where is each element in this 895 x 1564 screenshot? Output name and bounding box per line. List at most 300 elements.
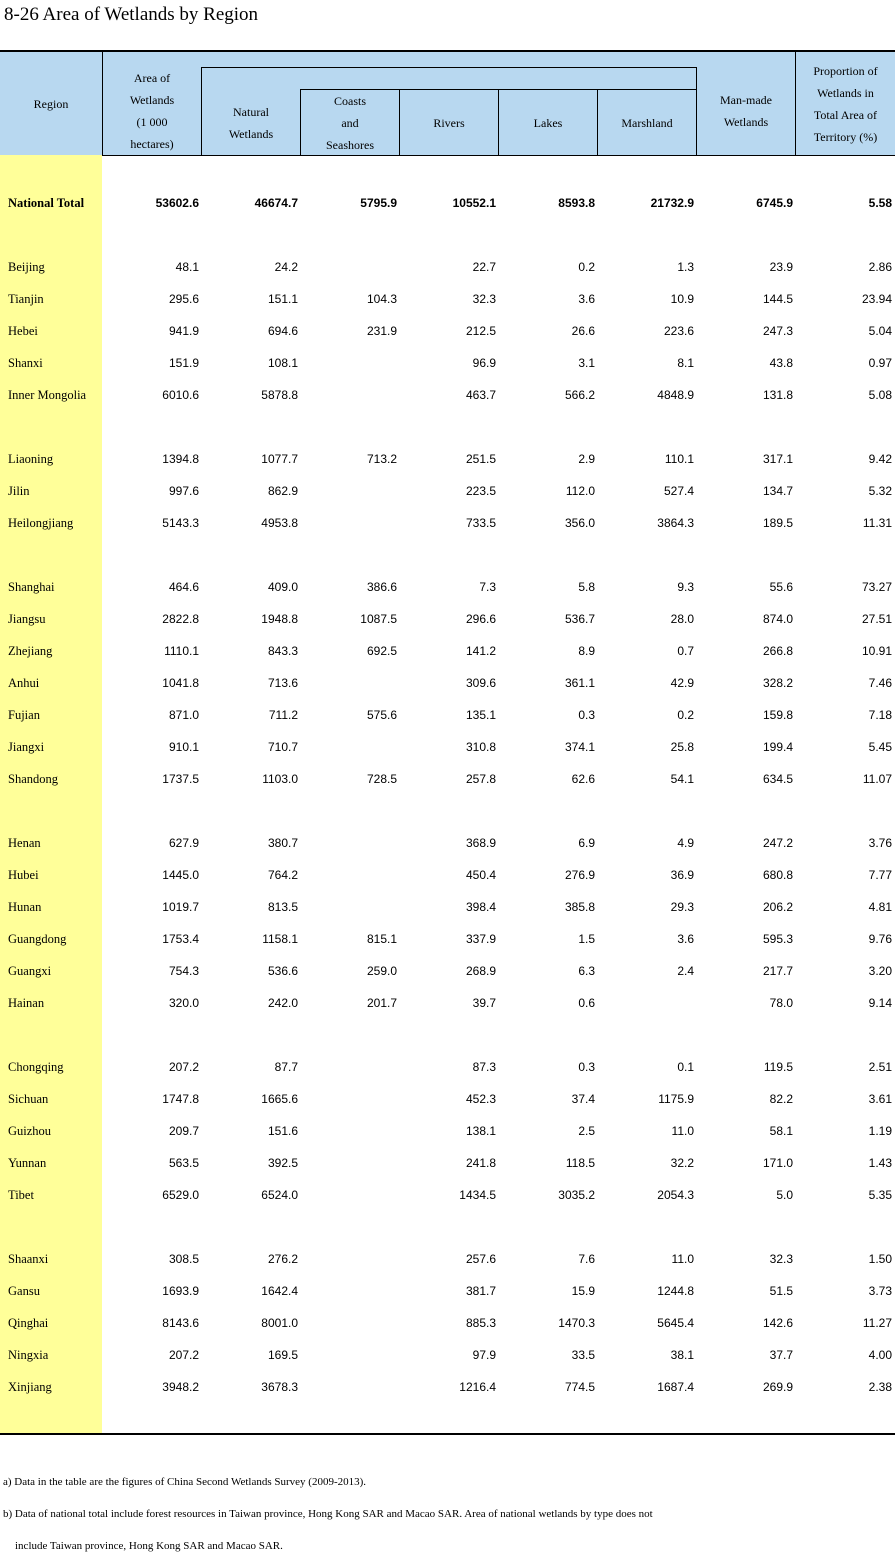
cell-natural: 713.6 <box>267 676 298 690</box>
cell-marsh: 4.9 <box>677 836 694 850</box>
cell-marsh: 0.1 <box>677 1060 694 1074</box>
table-row <box>0 1152 895 1174</box>
cell-natural: 5878.8 <box>261 388 298 402</box>
cell-manmade: 32.3 <box>769 1252 793 1266</box>
header-coasts-line: Seashores <box>326 137 374 152</box>
table-row <box>0 1184 895 1206</box>
cell-marsh: 38.1 <box>670 1348 694 1362</box>
cell-manmade: 634.5 <box>762 772 793 786</box>
cell-rivers: 87.3 <box>472 1060 496 1074</box>
table-row <box>0 960 895 982</box>
cell-lakes: 0.6 <box>578 996 595 1010</box>
cell-lakes: 6.9 <box>578 836 595 850</box>
cell-rivers: 135.1 <box>465 708 496 722</box>
cell-area: 1737.5 <box>162 772 199 786</box>
cell-marsh: 527.4 <box>663 484 694 498</box>
cell-marsh: 8.1 <box>677 356 694 370</box>
cell-prop: 7.18 <box>868 708 892 722</box>
cell-area: 627.9 <box>168 836 199 850</box>
region-name: Tibet <box>8 1188 34 1202</box>
header-natural-line: Natural <box>233 104 269 119</box>
cell-marsh: 2.4 <box>677 964 694 978</box>
region-name: Guizhou <box>8 1124 52 1138</box>
cell-manmade: 171.0 <box>762 1156 793 1170</box>
cell-prop: 27.51 <box>861 612 892 626</box>
header-lakes-label: Lakes <box>533 115 563 130</box>
header-manmade <box>697 67 795 155</box>
header-area-line: (1 000 <box>136 115 168 129</box>
cell-natural: 169.5 <box>267 1348 298 1362</box>
cell-manmade: 217.7 <box>762 964 793 978</box>
cell-natural: 87.7 <box>274 1060 298 1074</box>
cell-prop: 4.00 <box>868 1348 892 1362</box>
cell-natural: 6524.0 <box>261 1188 298 1202</box>
cell-area: 563.5 <box>168 1156 199 1170</box>
table-row <box>0 256 895 278</box>
cell-natural: 1103.0 <box>262 772 298 786</box>
cell-natural: 151.1 <box>267 292 298 306</box>
cell-manmade: 189.5 <box>762 516 793 530</box>
header-area <box>103 67 201 155</box>
table-row <box>0 1248 895 1270</box>
cell-natural: 862.9 <box>267 484 298 498</box>
cell-lakes: 26.6 <box>571 324 595 338</box>
cell-rivers: 251.5 <box>465 452 496 466</box>
cell-prop: 3.73 <box>868 1284 892 1298</box>
table-row <box>0 192 895 214</box>
region-name: Tianjin <box>8 292 44 306</box>
region-name: Hunan <box>8 900 42 914</box>
cell-rivers: 268.9 <box>465 964 496 978</box>
cell-prop: 1.50 <box>868 1252 892 1266</box>
table-row <box>0 384 895 406</box>
cell-natural: 3678.3 <box>261 1380 298 1394</box>
cell-area: 1753.4 <box>162 932 199 946</box>
cell-coasts: 201.7 <box>366 996 397 1010</box>
cell-lakes: 5.8 <box>578 580 595 594</box>
cell-natural: 711.2 <box>268 708 298 722</box>
table-row <box>0 672 895 694</box>
cell-prop: 5.32 <box>868 484 892 498</box>
cell-marsh: 32.2 <box>670 1156 694 1170</box>
cell-lakes: 276.9 <box>564 868 595 882</box>
cell-marsh: 223.6 <box>663 324 694 338</box>
cell-manmade: 199.4 <box>762 740 793 754</box>
table-row <box>0 352 895 374</box>
cell-marsh: 21732.9 <box>650 196 694 210</box>
cell-rivers: 381.7 <box>465 1284 496 1298</box>
cell-manmade: 23.9 <box>769 260 793 274</box>
cell-area: 151.9 <box>168 356 199 370</box>
header-marshland-label: Marshland <box>621 115 673 130</box>
cell-area: 1394.8 <box>162 452 199 466</box>
cell-marsh: 1687.4 <box>657 1380 694 1394</box>
cell-natural: 1948.8 <box>261 612 298 626</box>
cell-lakes: 1.5 <box>578 932 595 946</box>
region-name: Xinjiang <box>8 1380 52 1394</box>
header-proportion-line: Total Area of <box>813 107 878 122</box>
cell-coasts: 386.6 <box>366 580 397 594</box>
cell-natural: 8001.0 <box>261 1316 298 1330</box>
table-row <box>0 1376 895 1398</box>
cell-prop: 5.35 <box>868 1188 892 1202</box>
cell-lakes: 774.5 <box>564 1380 595 1394</box>
table-row <box>0 576 895 598</box>
cell-manmade: 266.8 <box>762 644 793 658</box>
cell-lakes: 37.4 <box>571 1092 595 1106</box>
cell-prop: 3.61 <box>868 1092 892 1106</box>
cell-natural: 24.2 <box>274 260 298 274</box>
cell-prop: 10.91 <box>861 644 892 658</box>
table-bottom-rule <box>0 1433 895 1435</box>
cell-area: 6529.0 <box>162 1188 199 1202</box>
cell-prop: 9.14 <box>868 996 892 1010</box>
region-name: Shandong <box>8 772 58 786</box>
cell-manmade: 595.3 <box>762 932 793 946</box>
footnote-b: b) Data of national total include forest resources in Taiwan province, Hong Kong SAR and Macao SAR. Area of national wetlands by type does not <box>3 1508 653 1520</box>
cell-area: 5143.3 <box>162 516 199 530</box>
cell-manmade: 58.1 <box>769 1124 793 1138</box>
cell-marsh: 110.1 <box>664 452 694 466</box>
cell-natural: 536.6 <box>267 964 298 978</box>
cell-lakes: 0.3 <box>578 1060 595 1074</box>
header-region <box>0 52 102 155</box>
page-title: 8-26 Area of Wetlands by Region <box>4 4 259 25</box>
cell-lakes: 6.3 <box>578 964 595 978</box>
table-row <box>0 480 895 502</box>
cell-rivers: 223.5 <box>465 484 496 498</box>
cell-natural: 151.6 <box>267 1124 298 1138</box>
cell-manmade: 119.5 <box>763 1060 793 1074</box>
cell-lakes: 0.2 <box>578 260 595 274</box>
region-name: Chongqing <box>8 1060 64 1074</box>
cell-rivers: 7.3 <box>479 580 496 594</box>
cell-rivers: 96.9 <box>472 356 496 370</box>
cell-coasts: 231.9 <box>366 324 397 338</box>
header-group-rule <box>201 67 696 68</box>
cell-area: 308.5 <box>168 1252 199 1266</box>
cell-marsh: 42.9 <box>670 676 694 690</box>
cell-prop: 9.76 <box>868 932 892 946</box>
region-name: Yunnan <box>8 1156 47 1170</box>
header-area-line: Area of <box>133 71 171 85</box>
cell-rivers: 1434.5 <box>459 1188 496 1202</box>
table-row <box>0 1088 895 1110</box>
cell-manmade: 328.2 <box>762 676 793 690</box>
table-row <box>0 288 895 310</box>
cell-area: 997.6 <box>168 484 199 498</box>
cell-prop: 1.19 <box>868 1124 892 1138</box>
cell-prop: 73.27 <box>861 580 892 594</box>
cell-area: 3948.2 <box>162 1380 199 1394</box>
header-manmade-line: Man-made <box>720 93 772 107</box>
cell-natural: 242.0 <box>267 996 298 1010</box>
cell-lakes: 2.5 <box>578 1124 595 1138</box>
cell-marsh: 28.0 <box>670 612 694 626</box>
cell-marsh: 0.2 <box>677 708 694 722</box>
region-name: Jiangsu <box>8 612 46 626</box>
cell-marsh: 0.7 <box>677 644 694 658</box>
cell-lakes: 356.0 <box>564 516 595 530</box>
table-row <box>0 768 895 790</box>
cell-rivers: 97.9 <box>472 1348 496 1362</box>
cell-rivers: 257.8 <box>465 772 496 786</box>
cell-area: 1747.8 <box>162 1092 199 1106</box>
region-name: Anhui <box>8 676 40 690</box>
cell-area: 910.1 <box>168 740 199 754</box>
cell-natural: 108.1 <box>267 356 298 370</box>
cell-prop: 2.38 <box>868 1380 892 1394</box>
cell-lakes: 7.6 <box>578 1252 595 1266</box>
table-row <box>0 992 895 1014</box>
cell-lakes: 3.6 <box>578 292 595 306</box>
table-row <box>0 928 895 950</box>
cell-prop: 9.42 <box>868 452 892 466</box>
cell-area: 320.0 <box>168 996 199 1010</box>
region-name: Hubei <box>8 868 39 882</box>
cell-marsh: 11.0 <box>671 1252 694 1266</box>
region-name: Ningxia <box>8 1348 49 1362</box>
cell-prop: 5.04 <box>868 324 892 338</box>
header-marshland <box>598 90 696 155</box>
cell-prop: 11.31 <box>862 516 892 530</box>
cell-natural: 46674.7 <box>254 196 298 210</box>
region-name: Shanxi <box>8 356 43 370</box>
cell-manmade: 55.6 <box>769 580 793 594</box>
cell-rivers: 257.6 <box>465 1252 496 1266</box>
region-name: Gansu <box>8 1284 40 1298</box>
header-proportion-line: Proportion of <box>813 63 878 78</box>
cell-lakes: 361.1 <box>564 676 595 690</box>
header-lakes <box>499 90 597 155</box>
header-region-label: Region <box>33 96 69 111</box>
cell-rivers: 463.7 <box>465 388 496 402</box>
header-rivers <box>400 90 498 155</box>
cell-natural: 764.2 <box>267 868 298 882</box>
table-row <box>0 864 895 886</box>
cell-manmade: 874.0 <box>762 612 793 626</box>
table-row <box>0 320 895 342</box>
header-proportion-line: Wetlands in <box>817 85 874 100</box>
cell-lakes: 566.2 <box>564 388 595 402</box>
cell-prop: 3.76 <box>868 836 892 850</box>
region-name: Guangdong <box>8 932 67 946</box>
cell-marsh: 2054.3 <box>657 1188 694 1202</box>
table-row <box>0 448 895 470</box>
cell-rivers: 309.6 <box>465 676 496 690</box>
cell-marsh: 29.3 <box>670 900 694 914</box>
region-name: Inner Mongolia <box>8 388 87 402</box>
cell-lakes: 8593.8 <box>558 196 595 210</box>
cell-rivers: 141.2 <box>465 644 496 658</box>
header-proportion <box>796 52 895 155</box>
cell-manmade: 51.5 <box>769 1284 793 1298</box>
header-natural-line: Wetlands <box>228 126 274 141</box>
region-column-background <box>0 155 102 1433</box>
cell-marsh: 54.1 <box>670 772 694 786</box>
header-natural <box>202 90 300 155</box>
region-name: National Total <box>8 196 85 210</box>
cell-marsh: 3.6 <box>677 932 694 946</box>
cell-coasts: 713.2 <box>366 452 397 466</box>
cell-manmade: 247.2 <box>762 836 793 850</box>
cell-coasts: 815.1 <box>366 932 397 946</box>
cell-rivers: 1216.4 <box>459 1380 496 1394</box>
cell-prop: 4.81 <box>868 900 892 914</box>
cell-area: 53602.6 <box>155 196 199 210</box>
cell-rivers: 310.8 <box>465 740 496 754</box>
cell-coasts: 104.3 <box>366 292 397 306</box>
cell-prop: 5.08 <box>868 388 892 402</box>
cell-area: 207.2 <box>168 1060 199 1074</box>
region-name: Hebei <box>8 324 38 338</box>
cell-prop: 5.45 <box>868 740 892 754</box>
cell-prop: 2.86 <box>868 260 892 274</box>
cell-lakes: 0.3 <box>578 708 595 722</box>
table-row <box>0 1312 895 1334</box>
cell-area: 941.9 <box>168 324 199 338</box>
cell-manmade: 317.1 <box>762 452 793 466</box>
region-name: Beijing <box>8 260 45 274</box>
table-row <box>0 1056 895 1078</box>
cell-lakes: 536.7 <box>564 612 595 626</box>
cell-natural: 1642.4 <box>261 1284 298 1298</box>
cell-prop: 0.97 <box>868 356 892 370</box>
region-name: Liaoning <box>8 452 54 466</box>
cell-prop: 11.27 <box>862 1316 892 1330</box>
region-name: Heilongjiang <box>8 516 74 530</box>
cell-area: 464.6 <box>168 580 199 594</box>
cell-area: 295.6 <box>168 292 199 306</box>
cell-natural: 1665.6 <box>261 1092 298 1106</box>
table-row <box>0 736 895 758</box>
cell-lakes: 15.9 <box>571 1284 595 1298</box>
cell-coasts: 575.6 <box>366 708 397 722</box>
cell-marsh: 5645.4 <box>657 1316 694 1330</box>
cell-manmade: 131.8 <box>762 388 793 402</box>
cell-marsh: 9.3 <box>677 580 694 594</box>
cell-manmade: 144.5 <box>762 292 793 306</box>
table-row <box>0 1120 895 1142</box>
region-name: Fujian <box>8 708 40 722</box>
cell-coasts: 692.5 <box>366 644 397 658</box>
cell-area: 871.0 <box>168 708 199 722</box>
cell-natural: 710.7 <box>267 740 298 754</box>
cell-prop: 5.58 <box>868 196 892 210</box>
cell-prop: 11.07 <box>862 772 892 786</box>
table-row <box>0 1344 895 1366</box>
cell-area: 1445.0 <box>162 868 199 882</box>
cell-lakes: 112.0 <box>565 484 595 498</box>
cell-area: 1019.7 <box>162 900 199 914</box>
cell-marsh: 25.8 <box>670 740 694 754</box>
cell-lakes: 3035.2 <box>558 1188 595 1202</box>
cell-manmade: 680.8 <box>762 868 793 882</box>
cell-prop: 2.51 <box>868 1060 892 1074</box>
cell-rivers: 337.9 <box>465 932 496 946</box>
cell-natural: 813.5 <box>267 900 298 914</box>
cell-natural: 4953.8 <box>261 516 298 530</box>
cell-rivers: 885.3 <box>465 1316 496 1330</box>
cell-prop: 7.77 <box>868 868 892 882</box>
cell-manmade: 206.2 <box>762 900 793 914</box>
cell-natural: 843.3 <box>267 644 298 658</box>
cell-rivers: 733.5 <box>465 516 496 530</box>
table-row <box>0 896 895 918</box>
cell-rivers: 398.4 <box>465 900 496 914</box>
cell-manmade: 78.0 <box>769 996 793 1010</box>
region-name: Zhejiang <box>8 644 53 658</box>
header-coasts-line: Coasts <box>333 93 366 108</box>
header-rivers-label: Rivers <box>433 115 465 130</box>
cell-rivers: 296.6 <box>465 612 496 626</box>
table-row <box>0 1280 895 1302</box>
header-proportion-line: Territory (%) <box>813 129 878 144</box>
header-bottom-rule <box>0 155 895 156</box>
cell-area: 8143.6 <box>162 1316 199 1330</box>
header-top-rule <box>0 50 895 52</box>
cell-area: 48.1 <box>175 260 199 274</box>
region-name: Hainan <box>8 996 45 1010</box>
cell-lakes: 3.1 <box>578 356 595 370</box>
cell-prop: 3.20 <box>868 964 892 978</box>
cell-marsh: 3864.3 <box>657 516 694 530</box>
header-coasts <box>301 90 399 155</box>
cell-marsh: 36.9 <box>670 868 694 882</box>
cell-manmade: 142.6 <box>762 1316 793 1330</box>
table-row <box>0 640 895 662</box>
cell-rivers: 138.1 <box>465 1124 496 1138</box>
footnote-b-continued: include Taiwan province, Hong Kong SAR and Macao SAR. <box>15 1540 283 1552</box>
cell-lakes: 374.1 <box>564 740 595 754</box>
cell-rivers: 212.5 <box>465 324 496 338</box>
footnote-a: a) Data in the table are the figures of China Second Wetlands Survey (2009-2013). <box>3 1476 367 1488</box>
header-area-line: Wetlands <box>129 93 175 107</box>
cell-rivers: 22.7 <box>472 260 496 274</box>
cell-natural: 276.2 <box>267 1252 298 1266</box>
cell-marsh: 11.0 <box>671 1124 694 1138</box>
cell-rivers: 452.3 <box>465 1092 496 1106</box>
cell-marsh: 1244.8 <box>657 1284 694 1298</box>
cell-prop: 23.94 <box>861 292 892 306</box>
cell-rivers: 32.3 <box>472 292 496 306</box>
cell-area: 1041.8 <box>162 676 199 690</box>
table-row <box>0 512 895 534</box>
header-coasts-line: and <box>341 115 359 130</box>
cell-manmade: 247.3 <box>762 324 793 338</box>
cell-manmade: 269.9 <box>762 1380 793 1394</box>
header-manmade-line: Wetlands <box>723 115 769 129</box>
region-name: Henan <box>8 836 41 850</box>
cell-rivers: 39.7 <box>472 996 496 1010</box>
cell-manmade: 159.8 <box>762 708 793 722</box>
cell-natural: 694.6 <box>267 324 298 338</box>
region-name: Shanghai <box>8 580 55 594</box>
cell-lakes: 62.6 <box>571 772 595 786</box>
cell-rivers: 450.4 <box>465 868 496 882</box>
cell-marsh: 1.3 <box>677 260 694 274</box>
region-name: Jiangxi <box>8 740 45 754</box>
cell-area: 1110.1 <box>164 644 199 658</box>
cell-rivers: 241.8 <box>465 1156 496 1170</box>
region-name: Jilin <box>8 484 30 498</box>
cell-manmade: 6745.9 <box>756 196 793 210</box>
cell-area: 754.3 <box>168 964 199 978</box>
cell-prop: 1.43 <box>868 1156 892 1170</box>
cell-lakes: 1470.3 <box>558 1316 595 1330</box>
cell-coasts: 5795.9 <box>360 196 397 210</box>
cell-manmade: 43.8 <box>769 356 793 370</box>
